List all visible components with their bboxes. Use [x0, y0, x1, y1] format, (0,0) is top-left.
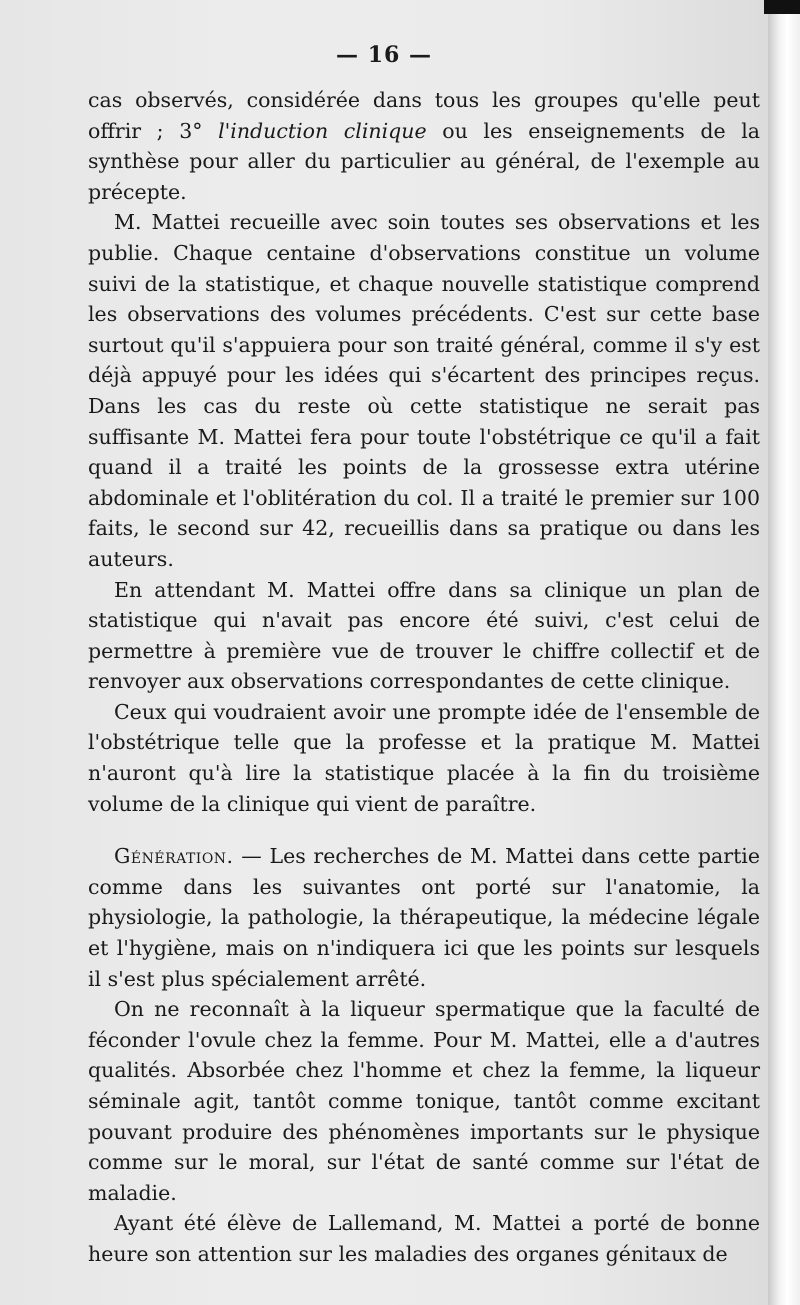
paragraph-text: Ceux qui voudraient avoir une prompte idée de l'ensemble de l'obstétrique telle que la professe et la pratique M. Mattei n'auront qu'à lire la statistique placée à la fin du troisième volume de la clinique qui vient de paraître.: [88, 699, 760, 816]
body-text: [88, 85, 760, 1270]
italic-term: l'induction clinique: [218, 118, 427, 143]
paragraph-p4: [88, 697, 760, 819]
paragraph-text: cas observés, considérée dans tous les groupes qu'elle peut offrir ; 3°: [88, 88, 760, 143]
paragraph-p1: [88, 85, 760, 207]
paragraph-text: M. Mattei recueille avec soin toutes ses observations et les publie. Chaque centaine d'observations constitue un volume suivi de la statistique, et chaque nouvelle statistique comprend les observations des volumes précédents. C'est sur cette base surtout qu'il s'appuiera pour son traité général, comme il s'y est déjà appuyé pour les idées qui s'écartent des principes reçus. Dans les cas du reste où cette statistique ne serait pas suffisante M. Mattei fera pour toute l'obstétrique ce qu'il a fait quand il a traité les points de la grossesse extra utérine abdominale et l'oblitération du col. Il a traité le premier sur 100 faits, le second sur 42, recueillis dans sa pratique ou dans les auteurs.: [88, 210, 760, 571]
section-heading: Génération.: [114, 844, 234, 869]
paragraph-p7: [88, 1208, 760, 1269]
paragraph-text: — Les recherches de M. Mattei dans cette partie comme dans les suivantes ont porté sur l'anatomie, la physiologie, la pathologie, la thérapeutique, la médecine légale et l'hygiène, mais on n'indiquera ici que les points sur lesquels il s'est plus spécialement arrêté.: [88, 844, 760, 991]
binding-shadow: [764, 0, 800, 14]
page-binding-edge: [768, 0, 800, 1305]
paragraph-p6: [88, 994, 760, 1208]
paragraph-p5: [88, 841, 760, 994]
paragraph-p3: [88, 575, 760, 697]
section-gap: [88, 819, 760, 841]
paragraph-p2: [88, 207, 760, 574]
paragraph-text: On ne reconnaît à la liqueur spermatique que la faculté de féconder l'ovule chez la femme. Pour M. Mattei, elle a d'autres qualités. Absorbée chez l'homme et chez la femme, la liqueur séminale agit, tantôt comme tonique, tantôt comme excitant pouvant produire des phénomènes importants sur le physique comme sur le moral, sur l'état de santé comme sur l'état de maladie.: [88, 997, 760, 1205]
paragraph-text: Ayant été élève de Lallemand, M. Mattei a porté de bonne heure son attention sur les maladies des organes génitaux de: [88, 1211, 760, 1266]
paragraph-text: En attendant M. Mattei offre dans sa clinique un plan de statistique qui n'avait pas encore été suivi, c'est celui de permettre à première vue de trouver le chiffre collectif et de renvoyer aux observations correspondantes de cette clinique.: [88, 577, 760, 694]
page-number: — 16 —: [336, 42, 432, 68]
paragraph-text: ou les enseignements de la synthèse pour aller du particulier au général, de l'exemple au précepte.: [88, 118, 760, 204]
